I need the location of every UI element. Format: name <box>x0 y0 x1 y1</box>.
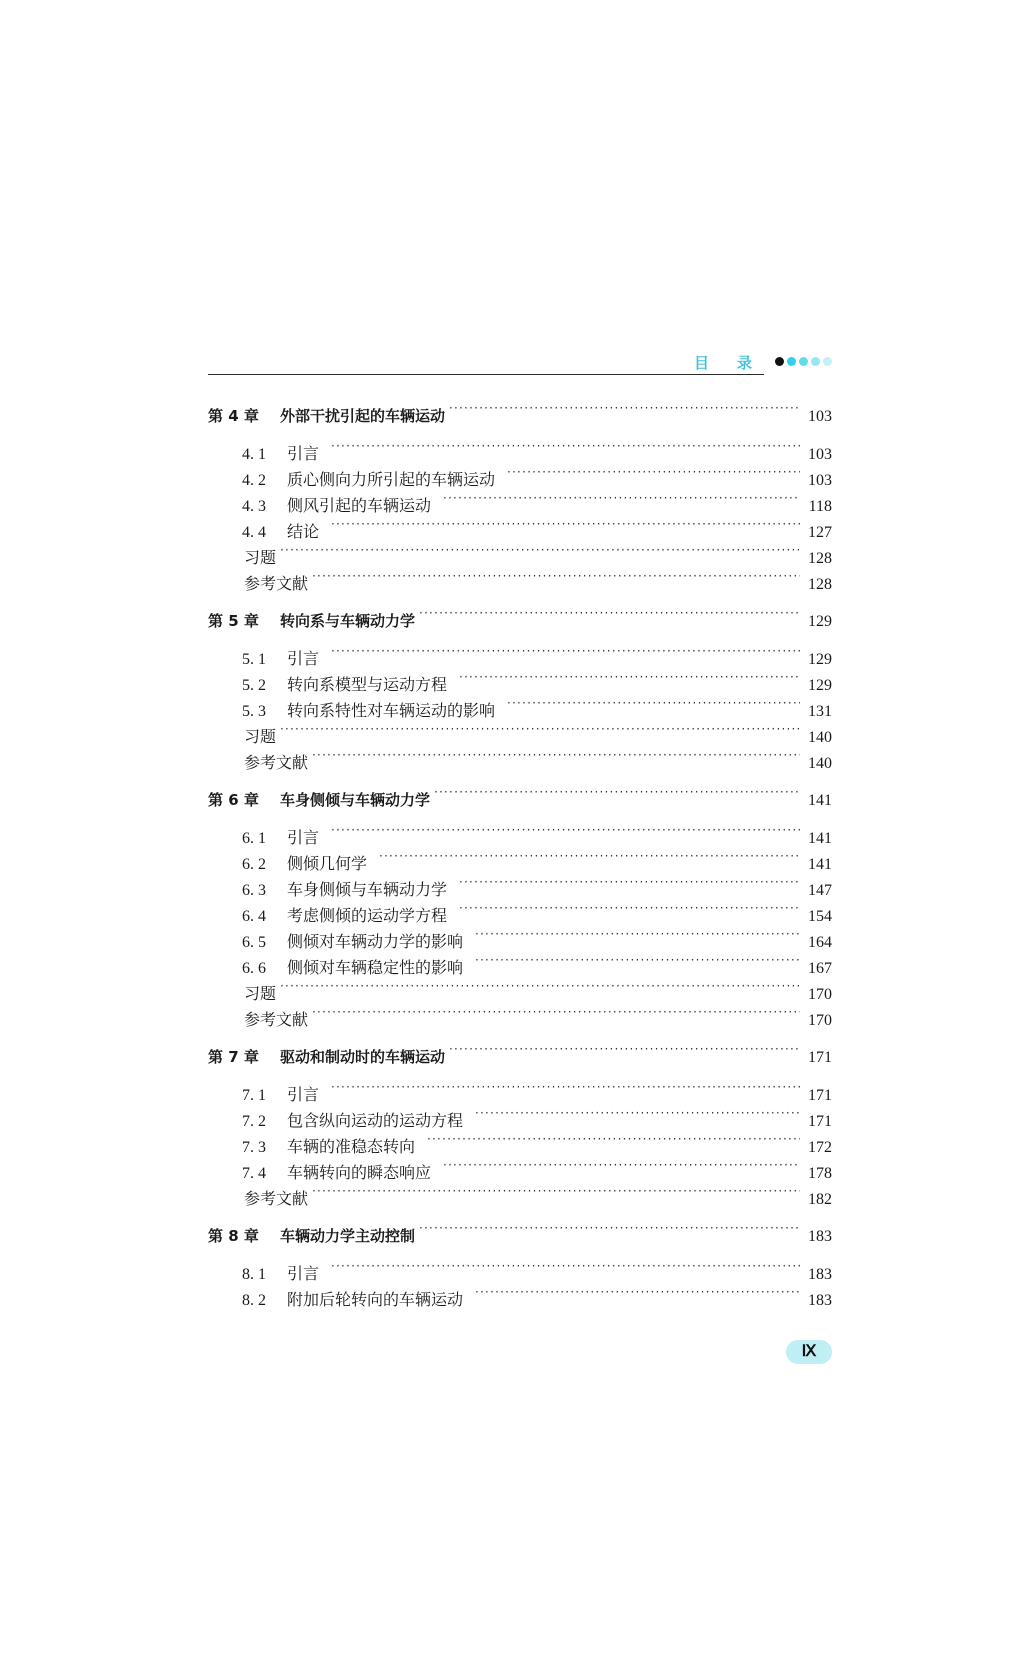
toc-entry-title: 侧倾几何学 <box>287 854 368 873</box>
toc-section-row[interactable] <box>208 433 832 463</box>
header-title <box>694 352 752 373</box>
dot-leader <box>459 895 800 921</box>
dot-leader <box>312 999 800 1025</box>
header-dot <box>799 357 808 366</box>
header-title-char-2: 录 <box>736 354 752 372</box>
toc-page-number: 131 <box>808 703 832 720</box>
dot-leader <box>379 843 800 869</box>
toc-entry-title: 引言 <box>287 828 320 847</box>
toc-page-number: 141 <box>808 856 832 873</box>
toc-entry-title: 引言 <box>287 1085 320 1104</box>
toc-section-number: 8. 2 <box>242 1292 266 1309</box>
toc-page-number: 170 <box>808 986 832 1003</box>
toc-chapter-label: 第 8 章 <box>208 1227 259 1245</box>
toc-entry-title: 侧倾对车辆稳定性的影响 <box>287 958 464 977</box>
toc-section-row[interactable] <box>208 638 832 668</box>
toc-chapter-row[interactable] <box>208 395 832 425</box>
toc-chapter-label: 第 4 章 <box>208 407 259 425</box>
toc-backmatter-row[interactable] <box>208 742 832 772</box>
toc-page-number: 129 <box>808 651 832 668</box>
dot-leader <box>419 600 800 626</box>
dot-leader <box>459 664 800 690</box>
toc-entry-title: 参考文献 <box>244 753 309 772</box>
toc-chapter-label: 第 6 章 <box>208 791 259 809</box>
dot-leader <box>449 395 800 421</box>
dot-leader <box>507 690 800 716</box>
table-of-contents <box>208 395 832 1309</box>
toc-entry-title: 驱动和制动时的车辆运动 <box>280 1048 446 1066</box>
header-dots <box>775 357 832 366</box>
dot-leader <box>312 563 800 589</box>
toc-entry-title: 侧风引起的车辆运动 <box>287 496 432 515</box>
toc-page-number: 147 <box>808 882 832 899</box>
toc-chapter-label: 第 5 章 <box>208 612 259 630</box>
dot-leader <box>331 433 800 459</box>
toc-page-number: 182 <box>808 1191 832 1208</box>
toc-page-number: 140 <box>808 729 832 746</box>
toc-entry-title: 习题 <box>244 548 277 567</box>
dot-leader <box>475 1100 800 1126</box>
toc-entry-title: 引言 <box>287 444 320 463</box>
toc-section-number: 8. 1 <box>242 1266 266 1283</box>
toc-section-row[interactable] <box>208 1074 832 1104</box>
toc-entry-title: 车辆转向的瞬态响应 <box>287 1163 432 1182</box>
toc-page-number: 178 <box>808 1165 832 1182</box>
toc-entry-title: 质心侧向力所引起的车辆运动 <box>287 470 496 489</box>
toc-page-number: 170 <box>808 1012 832 1029</box>
toc-page-number: 140 <box>808 755 832 772</box>
toc-entry-title: 参考文献 <box>244 1189 309 1208</box>
toc-page-number: 172 <box>808 1139 832 1156</box>
toc-entry-title: 转向系与车辆动力学 <box>280 612 416 630</box>
toc-page-number: 128 <box>808 550 832 567</box>
toc-page-number: 103 <box>808 408 832 425</box>
header-dot <box>787 357 796 366</box>
dot-leader <box>443 485 800 511</box>
toc-section-number: 6. 3 <box>242 882 266 899</box>
toc-section-number: 4. 4 <box>242 524 266 541</box>
toc-chapter-row[interactable] <box>208 600 832 630</box>
toc-backmatter-row[interactable] <box>208 563 832 593</box>
toc-page-number: 118 <box>808 498 832 515</box>
toc-section-row[interactable] <box>208 817 832 847</box>
dot-leader <box>280 716 800 742</box>
toc-chapter-row[interactable] <box>208 1036 832 1066</box>
toc-page-number: 141 <box>808 792 832 809</box>
toc-page-number: 103 <box>808 446 832 463</box>
toc-page-number: 167 <box>808 960 832 977</box>
toc-page-number: 129 <box>808 613 832 630</box>
toc-page-number: 183 <box>808 1228 832 1245</box>
toc-section-number: 4. 2 <box>242 472 266 489</box>
toc-entry-title: 参考文献 <box>244 1010 309 1029</box>
running-header <box>208 350 832 376</box>
toc-section-number: 5. 3 <box>242 703 266 720</box>
dot-leader <box>507 459 800 485</box>
dot-leader <box>312 1178 800 1204</box>
toc-entry-title: 车辆动力学主动控制 <box>280 1227 416 1245</box>
toc-section-number: 6. 2 <box>242 856 266 873</box>
toc-section-number: 4. 1 <box>242 446 266 463</box>
toc-entry-title: 转向系模型与运动方程 <box>287 675 448 694</box>
dot-leader <box>331 817 800 843</box>
toc-section-row[interactable] <box>208 1253 832 1283</box>
toc-page-number: 164 <box>808 934 832 951</box>
toc-entry-title: 包含纵向运动的运动方程 <box>287 1111 464 1130</box>
dot-leader <box>331 638 800 664</box>
toc-backmatter-row[interactable] <box>208 973 832 1003</box>
toc-section-number: 6. 4 <box>242 908 266 925</box>
dot-leader <box>331 1074 800 1100</box>
toc-backmatter-row[interactable] <box>208 999 832 1029</box>
toc-section-number: 5. 1 <box>242 651 266 668</box>
dot-leader <box>434 779 800 805</box>
toc-page-number: 127 <box>808 524 832 541</box>
toc-page-number: 183 <box>808 1292 832 1309</box>
dot-leader <box>331 1253 800 1279</box>
toc-page-number: 171 <box>808 1049 832 1066</box>
header-dot <box>811 357 820 366</box>
dot-leader <box>419 1215 800 1241</box>
dot-leader <box>312 742 800 768</box>
toc-entry-title: 习题 <box>244 984 277 1003</box>
toc-page-number: 171 <box>808 1087 832 1104</box>
toc-entry-title: 附加后轮转向的车辆运动 <box>287 1290 464 1309</box>
toc-entry-title: 引言 <box>287 1264 320 1283</box>
toc-entry-title: 考虑侧倾的运动学方程 <box>287 906 448 925</box>
dot-leader <box>449 1036 800 1062</box>
toc-backmatter-row[interactable] <box>208 537 832 567</box>
toc-chapter-row[interactable] <box>208 1215 832 1245</box>
toc-page-number: 128 <box>808 576 832 593</box>
toc-chapter-row[interactable] <box>208 779 832 809</box>
toc-entry-title: 参考文献 <box>244 574 309 593</box>
dot-leader <box>331 511 800 537</box>
toc-section-number: 7. 2 <box>242 1113 266 1130</box>
toc-section-number: 6. 6 <box>242 960 266 977</box>
toc-entry-title: 侧倾对车辆动力学的影响 <box>287 932 464 951</box>
dot-leader <box>475 1279 800 1305</box>
toc-entry-title: 车身侧倾与车辆动力学 <box>287 880 448 899</box>
toc-page-number: 171 <box>808 1113 832 1130</box>
toc-page-number: 154 <box>808 908 832 925</box>
toc-entry-title: 车身侧倾与车辆动力学 <box>280 791 431 809</box>
toc-section-number: 4. 3 <box>242 498 266 515</box>
toc-section-number: 6. 1 <box>242 830 266 847</box>
header-dot <box>823 357 832 366</box>
dot-leader <box>459 869 800 895</box>
dot-leader <box>280 973 800 999</box>
header-dot <box>775 357 784 366</box>
toc-section-number: 6. 5 <box>242 934 266 951</box>
toc-entry-title: 引言 <box>287 649 320 668</box>
toc-entry-title: 转向系特性对车辆运动的影响 <box>287 701 496 720</box>
toc-backmatter-row[interactable] <box>208 716 832 746</box>
dot-leader <box>280 537 800 563</box>
toc-section-number: 5. 2 <box>242 677 266 694</box>
toc-entry-title: 外部干扰引起的车辆运动 <box>280 407 446 425</box>
toc-entry-title: 车辆的准稳态转向 <box>287 1137 416 1156</box>
toc-chapter-label: 第 7 章 <box>208 1048 259 1066</box>
header-title-char-1: 目 <box>693 354 709 372</box>
dot-leader <box>443 1152 800 1178</box>
toc-page-number: 141 <box>808 830 832 847</box>
header-rule <box>208 374 764 375</box>
dot-leader <box>427 1126 800 1152</box>
page-number-badge: Ⅸ <box>786 1340 832 1364</box>
toc-entry-title: 习题 <box>244 727 277 746</box>
toc-section-number: 7. 1 <box>242 1087 266 1104</box>
toc-section-number: 7. 3 <box>242 1139 266 1156</box>
dot-leader <box>475 947 800 973</box>
toc-page-number: 183 <box>808 1266 832 1283</box>
toc-page-number: 129 <box>808 677 832 694</box>
toc-section-number: 7. 4 <box>242 1165 266 1182</box>
toc-page-number: 103 <box>808 472 832 489</box>
toc-entry-title: 结论 <box>287 522 320 541</box>
dot-leader <box>475 921 800 947</box>
